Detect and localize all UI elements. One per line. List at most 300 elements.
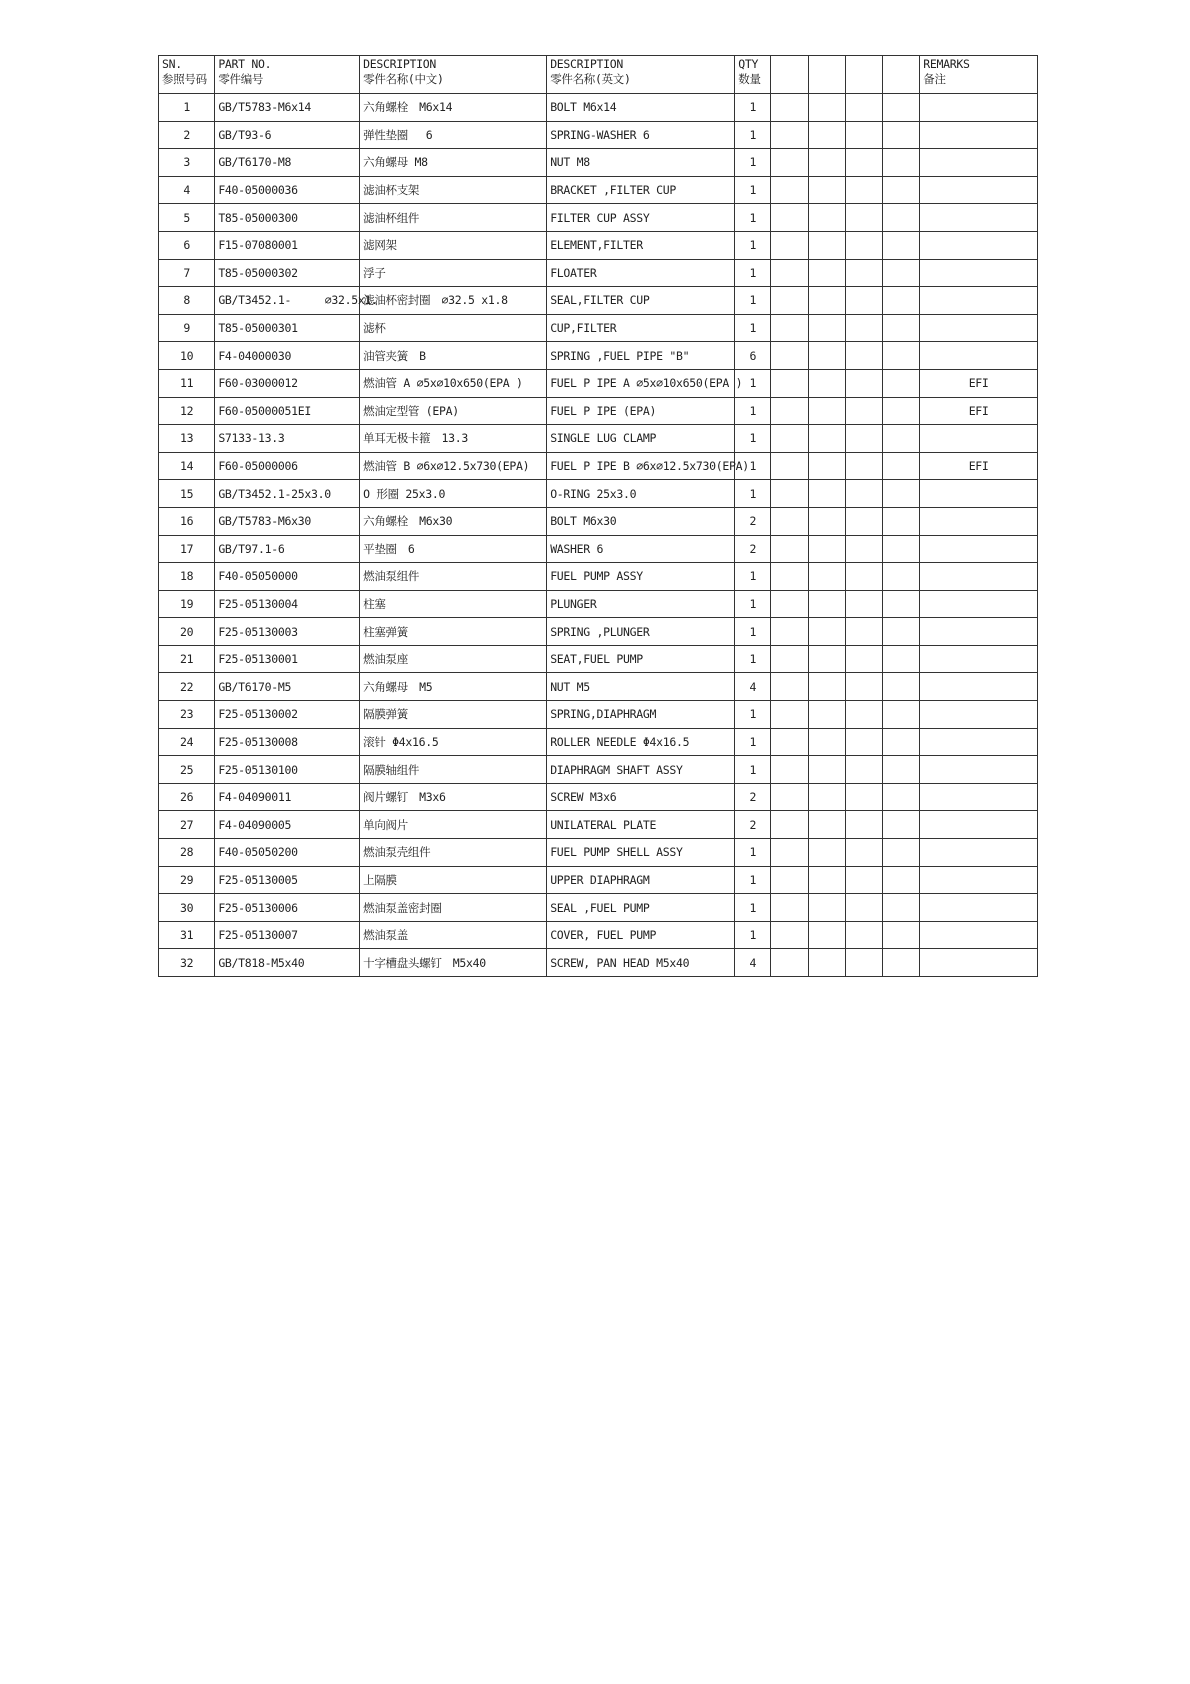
cell-blank-1 <box>771 314 808 342</box>
cell-blank-2 <box>808 204 845 232</box>
cell-part-no: F60-05000006 <box>215 452 360 480</box>
cell-part-no: F60-03000012 <box>215 369 360 397</box>
cell-description-en: WASHER 6 <box>547 535 735 563</box>
parts-list-sheet <box>158 55 1038 977</box>
table-row <box>159 756 1038 784</box>
cell-description-cn: 燃油管 A ⌀5x⌀10x650(EPA ) <box>360 369 547 397</box>
cell-description-en: SCREW M3x6 <box>547 783 735 811</box>
cell-blank-1 <box>771 701 808 729</box>
cell-qty: 1 <box>735 204 771 232</box>
cell-description-en: NUT M8 <box>547 149 735 177</box>
table-row <box>159 645 1038 673</box>
cell-blank-1 <box>771 121 808 149</box>
cell-blank-4 <box>883 259 920 287</box>
cell-qty: 1 <box>735 894 771 922</box>
cell-remarks <box>920 894 1038 922</box>
cell-qty: 1 <box>735 314 771 342</box>
cell-blank-3 <box>845 314 882 342</box>
table-header-row <box>159 56 1038 94</box>
cell-blank-1 <box>771 287 808 315</box>
cell-blank-4 <box>883 287 920 315</box>
cell-blank-2 <box>808 452 845 480</box>
cell-remarks <box>920 949 1038 977</box>
cell-part-no: GB/T818-M5x40 <box>215 949 360 977</box>
cell-blank-3 <box>845 894 882 922</box>
table-row <box>159 176 1038 204</box>
cell-description-cn: 燃油管 B ⌀6x⌀12.5x730(EPA) <box>360 452 547 480</box>
cell-description-cn: 六角螺栓 M6x30 <box>360 507 547 535</box>
cell-blank-4 <box>883 425 920 453</box>
cell-blank-2 <box>808 728 845 756</box>
cell-blank-4 <box>883 645 920 673</box>
cell-blank-4 <box>883 94 920 122</box>
cell-qty: 2 <box>735 783 771 811</box>
cell-qty: 1 <box>735 921 771 949</box>
cell-remarks: EFI <box>920 369 1038 397</box>
cell-remarks <box>920 563 1038 591</box>
cell-blank-4 <box>883 590 920 618</box>
cell-remarks <box>920 176 1038 204</box>
cell-blank-1 <box>771 866 808 894</box>
cell-qty: 6 <box>735 342 771 370</box>
cell-blank-2 <box>808 480 845 508</box>
table-row <box>159 728 1038 756</box>
cell-part-no: F15-07080001 <box>215 231 360 259</box>
cell-sn: 5 <box>159 204 215 232</box>
cell-blank-2 <box>808 563 845 591</box>
cell-blank-2 <box>808 673 845 701</box>
cell-blank-3 <box>845 94 882 122</box>
cell-part-no: GB/T5783-M6x30 <box>215 507 360 535</box>
cell-part-no: GB/T93-6 <box>215 121 360 149</box>
cell-blank-1 <box>771 618 808 646</box>
cell-blank-3 <box>845 673 882 701</box>
cell-part-no: F25-05130008 <box>215 728 360 756</box>
cell-blank-4 <box>883 949 920 977</box>
cell-blank-2 <box>808 811 845 839</box>
cell-blank-3 <box>845 728 882 756</box>
table-row <box>159 618 1038 646</box>
cell-description-cn: 滤油杯密封圈 ⌀32.5 x1.8 <box>360 287 547 315</box>
table-row <box>159 314 1038 342</box>
cell-blank-2 <box>808 618 845 646</box>
cell-sn: 10 <box>159 342 215 370</box>
cell-description-cn: O 形圈 25x3.0 <box>360 480 547 508</box>
cell-qty: 1 <box>735 839 771 867</box>
cell-description-cn: 燃油泵盖 <box>360 921 547 949</box>
cell-blank-2 <box>808 287 845 315</box>
table-row <box>159 894 1038 922</box>
cell-qty: 2 <box>735 535 771 563</box>
cell-blank-2 <box>808 921 845 949</box>
cell-blank-1 <box>771 673 808 701</box>
cell-sn: 23 <box>159 701 215 729</box>
cell-sn: 16 <box>159 507 215 535</box>
header-description-cn-cn: 零件名称(中文) <box>363 72 444 86</box>
cell-qty: 1 <box>735 618 771 646</box>
table-row <box>159 397 1038 425</box>
cell-description-cn: 单向阀片 <box>360 811 547 839</box>
cell-remarks <box>920 728 1038 756</box>
header-remarks <box>920 56 1038 94</box>
cell-blank-3 <box>845 121 882 149</box>
cell-qty: 1 <box>735 149 771 177</box>
cell-part-no: S7133-13.3 <box>215 425 360 453</box>
cell-blank-3 <box>845 756 882 784</box>
cell-blank-3 <box>845 811 882 839</box>
cell-description-en: FUEL PUMP SHELL ASSY <box>547 839 735 867</box>
cell-blank-4 <box>883 811 920 839</box>
cell-blank-3 <box>845 563 882 591</box>
header-remarks-en: REMARKS <box>923 57 970 71</box>
cell-sn: 8 <box>159 287 215 315</box>
cell-blank-3 <box>845 783 882 811</box>
cell-description-en: BOLT M6x30 <box>547 507 735 535</box>
cell-description-en: PLUNGER <box>547 590 735 618</box>
cell-blank-2 <box>808 176 845 204</box>
cell-blank-2 <box>808 949 845 977</box>
cell-blank-3 <box>845 480 882 508</box>
cell-remarks <box>920 921 1038 949</box>
cell-blank-1 <box>771 94 808 122</box>
table-row <box>159 204 1038 232</box>
table-row <box>159 149 1038 177</box>
cell-blank-1 <box>771 452 808 480</box>
table-row <box>159 839 1038 867</box>
cell-sn: 3 <box>159 149 215 177</box>
cell-remarks <box>920 259 1038 287</box>
cell-description-cn: 油管夹簧 B <box>360 342 547 370</box>
cell-blank-2 <box>808 783 845 811</box>
cell-description-cn: 六角螺母 M5 <box>360 673 547 701</box>
cell-description-cn: 平垫圈 6 <box>360 535 547 563</box>
cell-blank-3 <box>845 287 882 315</box>
cell-sn: 6 <box>159 231 215 259</box>
cell-blank-2 <box>808 894 845 922</box>
cell-blank-3 <box>845 342 882 370</box>
table-row <box>159 121 1038 149</box>
cell-blank-4 <box>883 783 920 811</box>
cell-blank-4 <box>883 149 920 177</box>
cell-blank-2 <box>808 701 845 729</box>
cell-part-no: F40-05050200 <box>215 839 360 867</box>
cell-description-cn: 十字槽盘头螺钉 M5x40 <box>360 949 547 977</box>
cell-qty: 1 <box>735 563 771 591</box>
cell-qty: 1 <box>735 590 771 618</box>
cell-blank-1 <box>771 342 808 370</box>
cell-sn: 19 <box>159 590 215 618</box>
cell-remarks <box>920 701 1038 729</box>
table-row <box>159 480 1038 508</box>
cell-blank-1 <box>771 149 808 177</box>
cell-blank-3 <box>845 259 882 287</box>
cell-remarks <box>920 342 1038 370</box>
cell-description-en: UNILATERAL PLATE <box>547 811 735 839</box>
cell-part-no: GB/T97.1-6 <box>215 535 360 563</box>
cell-sn: 31 <box>159 921 215 949</box>
cell-qty: 1 <box>735 176 771 204</box>
header-blank-1 <box>771 56 808 94</box>
cell-blank-3 <box>845 535 882 563</box>
cell-description-en: FILTER CUP ASSY <box>547 204 735 232</box>
cell-blank-1 <box>771 397 808 425</box>
cell-remarks <box>920 783 1038 811</box>
header-remarks-cn: 备注 <box>923 72 946 86</box>
header-description-en-cn: 零件名称(英文) <box>550 72 631 86</box>
cell-sn: 28 <box>159 839 215 867</box>
table-row <box>159 94 1038 122</box>
cell-remarks <box>920 121 1038 149</box>
cell-remarks <box>920 480 1038 508</box>
cell-description-cn: 滤杯 <box>360 314 547 342</box>
cell-description-cn: 燃油泵盖密封圈 <box>360 894 547 922</box>
cell-blank-1 <box>771 176 808 204</box>
cell-blank-1 <box>771 645 808 673</box>
cell-remarks <box>920 618 1038 646</box>
cell-blank-3 <box>845 204 882 232</box>
cell-description-cn: 六角螺栓 M6x14 <box>360 94 547 122</box>
table-row <box>159 673 1038 701</box>
parts-table <box>158 55 1038 977</box>
header-part-no-en: PART NO. <box>218 57 272 71</box>
cell-description-en: FLOATER <box>547 259 735 287</box>
cell-description-en: SCREW, PAN HEAD M5x40 <box>547 949 735 977</box>
cell-part-no: F40-05050000 <box>215 563 360 591</box>
cell-part-no: GB/T5783-M6x14 <box>215 94 360 122</box>
cell-description-en: COVER, FUEL PUMP <box>547 921 735 949</box>
cell-remarks <box>920 645 1038 673</box>
cell-blank-3 <box>845 176 882 204</box>
cell-part-no: T85-05000302 <box>215 259 360 287</box>
cell-blank-4 <box>883 480 920 508</box>
cell-remarks <box>920 866 1038 894</box>
cell-part-no: F25-05130100 <box>215 756 360 784</box>
cell-part-no: GB/T3452.1-25x3.0 <box>215 480 360 508</box>
cell-remarks <box>920 590 1038 618</box>
cell-description-en: ROLLER NEEDLE Φ4x16.5 <box>547 728 735 756</box>
cell-remarks <box>920 673 1038 701</box>
cell-blank-1 <box>771 507 808 535</box>
cell-blank-4 <box>883 618 920 646</box>
cell-blank-4 <box>883 176 920 204</box>
cell-description-cn: 柱塞弹簧 <box>360 618 547 646</box>
cell-part-no: F25-05130002 <box>215 701 360 729</box>
cell-blank-2 <box>808 866 845 894</box>
cell-qty: 1 <box>735 701 771 729</box>
header-sn <box>159 56 215 94</box>
table-row <box>159 535 1038 563</box>
header-description-en-en: DESCRIPTION <box>550 57 624 71</box>
cell-blank-3 <box>845 369 882 397</box>
cell-qty: 1 <box>735 756 771 784</box>
cell-sn: 24 <box>159 728 215 756</box>
cell-blank-1 <box>771 728 808 756</box>
header-blank-3 <box>845 56 882 94</box>
cell-blank-2 <box>808 231 845 259</box>
cell-qty: 1 <box>735 397 771 425</box>
cell-description-en: NUT M5 <box>547 673 735 701</box>
header-description-cn <box>360 56 547 94</box>
cell-sn: 25 <box>159 756 215 784</box>
cell-blank-3 <box>845 618 882 646</box>
table-row <box>159 590 1038 618</box>
cell-sn: 7 <box>159 259 215 287</box>
cell-sn: 4 <box>159 176 215 204</box>
header-blank-4 <box>883 56 920 94</box>
cell-blank-4 <box>883 507 920 535</box>
table-row <box>159 452 1038 480</box>
table-body <box>159 94 1038 977</box>
header-qty-en: QTY <box>738 57 759 71</box>
cell-description-cn: 上隔膜 <box>360 866 547 894</box>
cell-sn: 17 <box>159 535 215 563</box>
cell-part-no: T85-05000300 <box>215 204 360 232</box>
cell-description-cn: 隔膜弹簧 <box>360 701 547 729</box>
cell-sn: 21 <box>159 645 215 673</box>
cell-blank-3 <box>845 149 882 177</box>
cell-blank-2 <box>808 94 845 122</box>
cell-blank-3 <box>845 839 882 867</box>
table-row <box>159 425 1038 453</box>
cell-description-en: SINGLE LUG CLAMP <box>547 425 735 453</box>
cell-description-cn: 滚针 Φ4x16.5 <box>360 728 547 756</box>
cell-remarks <box>920 231 1038 259</box>
table-row <box>159 949 1038 977</box>
header-part-no <box>215 56 360 94</box>
cell-description-en: SEAL,FILTER CUP <box>547 287 735 315</box>
cell-blank-3 <box>845 949 882 977</box>
cell-remarks <box>920 94 1038 122</box>
header-sn-cn: 参照号码 <box>162 72 207 86</box>
cell-description-en: SPRING ,PLUNGER <box>547 618 735 646</box>
cell-part-no: F4-04000030 <box>215 342 360 370</box>
cell-blank-4 <box>883 535 920 563</box>
cell-sn: 26 <box>159 783 215 811</box>
cell-part-no: F25-05130007 <box>215 921 360 949</box>
cell-blank-4 <box>883 563 920 591</box>
cell-blank-2 <box>808 839 845 867</box>
header-part-no-cn: 零件编号 <box>218 72 264 86</box>
cell-description-cn: 燃油定型管 (EPA) <box>360 397 547 425</box>
cell-part-no: F25-05130001 <box>215 645 360 673</box>
cell-blank-4 <box>883 397 920 425</box>
cell-part-no: F25-05130003 <box>215 618 360 646</box>
cell-qty: 1 <box>735 866 771 894</box>
cell-blank-3 <box>845 231 882 259</box>
cell-blank-4 <box>883 866 920 894</box>
cell-blank-1 <box>771 756 808 784</box>
cell-remarks <box>920 204 1038 232</box>
cell-blank-1 <box>771 949 808 977</box>
cell-remarks <box>920 287 1038 315</box>
header-description-en <box>547 56 735 94</box>
cell-description-cn: 单耳无极卡箍 13.3 <box>360 425 547 453</box>
cell-sn: 27 <box>159 811 215 839</box>
cell-description-cn: 滤网架 <box>360 231 547 259</box>
cell-blank-4 <box>883 894 920 922</box>
cell-blank-4 <box>883 314 920 342</box>
cell-description-en: UPPER DIAPHRAGM <box>547 866 735 894</box>
cell-qty: 1 <box>735 728 771 756</box>
cell-blank-1 <box>771 894 808 922</box>
cell-blank-3 <box>845 921 882 949</box>
cell-part-no: F25-05130005 <box>215 866 360 894</box>
cell-sn: 13 <box>159 425 215 453</box>
cell-qty: 1 <box>735 645 771 673</box>
cell-part-no: F4-04090005 <box>215 811 360 839</box>
cell-description-cn: 阀片螺钉 M3x6 <box>360 783 547 811</box>
cell-blank-2 <box>808 314 845 342</box>
cell-blank-4 <box>883 728 920 756</box>
cell-remarks: EFI <box>920 397 1038 425</box>
cell-qty: 1 <box>735 287 771 315</box>
cell-remarks <box>920 811 1038 839</box>
cell-part-no: F25-05130004 <box>215 590 360 618</box>
cell-qty: 4 <box>735 673 771 701</box>
cell-sn: 30 <box>159 894 215 922</box>
cell-blank-4 <box>883 839 920 867</box>
cell-description-en: CUP,FILTER <box>547 314 735 342</box>
cell-part-no: GB/T6170-M8 <box>215 149 360 177</box>
cell-sn: 15 <box>159 480 215 508</box>
cell-part-no: T85-05000301 <box>215 314 360 342</box>
cell-qty: 1 <box>735 425 771 453</box>
cell-description-en: FUEL PUMP ASSY <box>547 563 735 591</box>
cell-description-cn: 燃油泵壳组件 <box>360 839 547 867</box>
cell-blank-2 <box>808 121 845 149</box>
cell-remarks <box>920 149 1038 177</box>
cell-blank-4 <box>883 756 920 784</box>
cell-sn: 20 <box>159 618 215 646</box>
cell-description-en: SPRING ,FUEL PIPE "B" <box>547 342 735 370</box>
cell-sn: 22 <box>159 673 215 701</box>
cell-blank-1 <box>771 590 808 618</box>
cell-description-cn: 弹性垫圈 6 <box>360 121 547 149</box>
cell-part-no: F4-04090011 <box>215 783 360 811</box>
cell-blank-1 <box>771 204 808 232</box>
cell-description-en: SPRING,DIAPHRAGM <box>547 701 735 729</box>
cell-remarks: EFI <box>920 452 1038 480</box>
cell-blank-2 <box>808 369 845 397</box>
cell-blank-4 <box>883 452 920 480</box>
cell-qty: 1 <box>735 94 771 122</box>
cell-blank-2 <box>808 590 845 618</box>
table-row <box>159 507 1038 535</box>
cell-blank-1 <box>771 783 808 811</box>
cell-blank-2 <box>808 535 845 563</box>
cell-description-cn: 六角螺母 M8 <box>360 149 547 177</box>
cell-blank-3 <box>845 590 882 618</box>
table-row <box>159 783 1038 811</box>
header-description-cn-en: DESCRIPTION <box>363 57 436 71</box>
cell-sn: 9 <box>159 314 215 342</box>
cell-blank-3 <box>845 397 882 425</box>
table-row <box>159 563 1038 591</box>
cell-description-cn: 燃油泵组件 <box>360 563 547 591</box>
cell-part-no: GB/T3452.1- ⌀32.5x1. <box>215 287 360 315</box>
cell-description-en: SEAL ,FUEL PUMP <box>547 894 735 922</box>
cell-description-en: ELEMENT,FILTER <box>547 231 735 259</box>
cell-part-no: F60-05000051EI <box>215 397 360 425</box>
cell-blank-1 <box>771 425 808 453</box>
cell-blank-2 <box>808 645 845 673</box>
cell-description-en: FUEL P IPE A ⌀5x⌀10x650(EPA ) <box>547 369 735 397</box>
cell-qty: 1 <box>735 452 771 480</box>
cell-sn: 32 <box>159 949 215 977</box>
table-row <box>159 921 1038 949</box>
cell-description-en: SPRING-WASHER 6 <box>547 121 735 149</box>
cell-description-cn: 滤油杯支架 <box>360 176 547 204</box>
